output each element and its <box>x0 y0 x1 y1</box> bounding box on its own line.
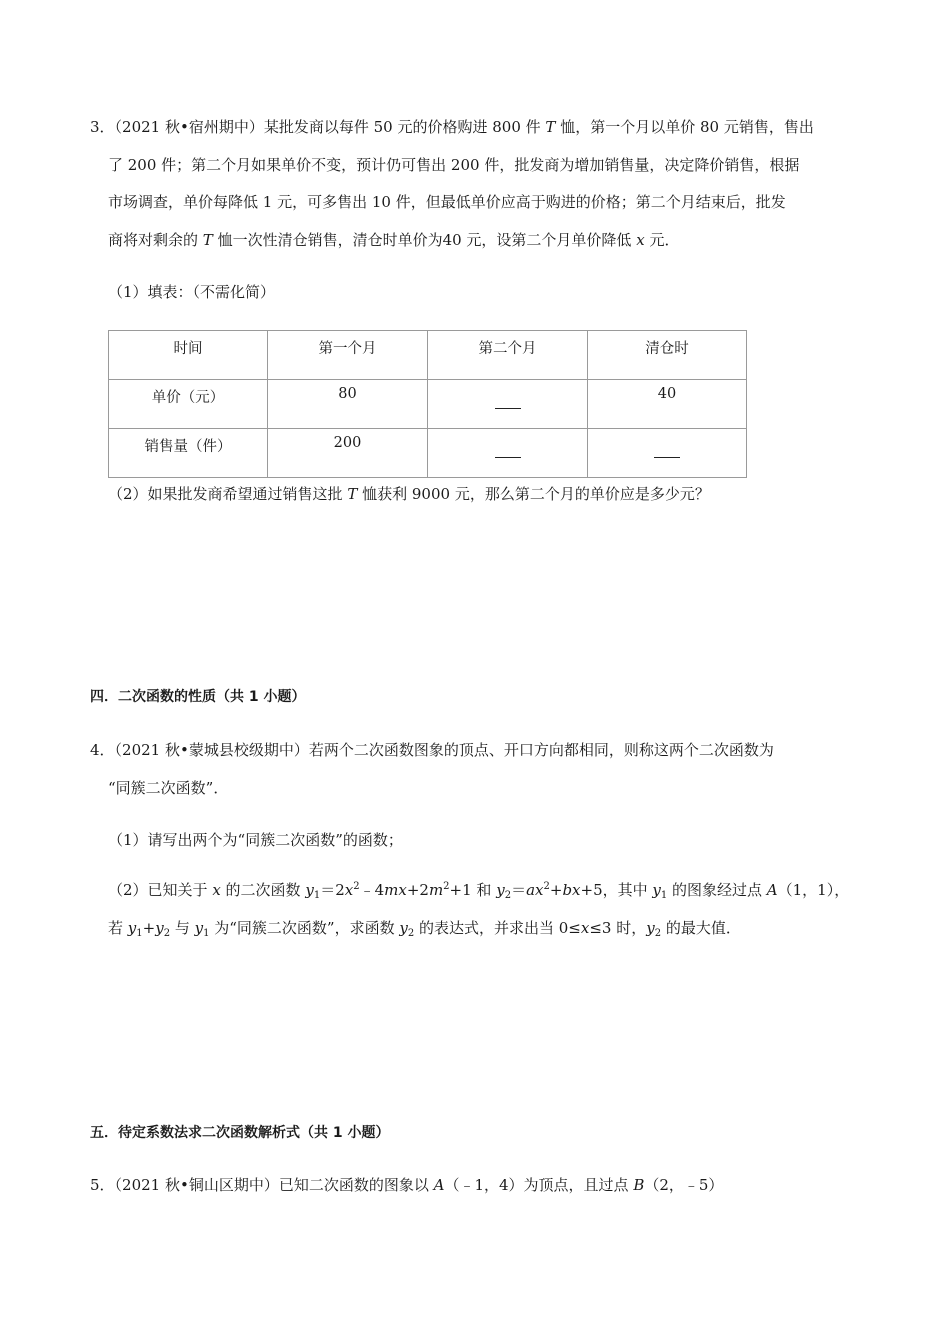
section-4-title: 四．二次函数的性质（共 1 小题） <box>90 689 306 705</box>
table-row <box>109 429 747 478</box>
q3-line-3: 市场调查，单价每降低 1 元，可多售出 10 件，但最低单价应高于购进的价格；第二个月结束后，批发 <box>108 193 786 211</box>
q3-part-1: （1）填表：（不需化简） <box>108 283 276 301</box>
q4-part-2-line-2: 若 $y_1+y_2$ 与 $y_1$ 为“同簇二次函数”，求函数 $y_2$ 的表达式，并求出当 0≤x≤3 时，$y_2$ 的最大值． <box>108 919 741 939</box>
table-cell: 200 <box>268 429 428 478</box>
table-cell: 销售量（件） <box>109 429 268 478</box>
q4-line-2: “同簇二次函数”． <box>108 779 229 797</box>
table-cell: 单价（元） <box>109 380 268 429</box>
answer-blank[interactable] <box>495 392 521 409</box>
q3-line-2: 了 200 件；第二个月如果单价不变，预计仍可售出 200 件，批发商为增加销售量，决定降价销售，根据 <box>108 156 800 174</box>
answer-blank-cell[interactable] <box>428 380 588 429</box>
answer-blank-cell[interactable] <box>428 429 588 478</box>
answer-blank-cell[interactable] <box>588 429 747 478</box>
table-cell: 80 <box>268 380 428 429</box>
q4-part-1: （1）请写出两个为“同簇二次函数”的函数； <box>108 831 403 849</box>
q5-line-1: 5．（2021 秋•铜山区期中）已知二次函数的图象以 A（﹣1，4）为顶点，且过点 B（2，﹣5） <box>90 1176 724 1194</box>
table-cell: 第一个月 <box>268 331 428 380</box>
q3-line-1: 3．（2021 秋•宿州期中）某批发商以每件 50 元的价格购进 800 件 T 恤，第一个月以单价 80 元销售，售出 <box>90 118 814 136</box>
answer-blank[interactable] <box>495 441 521 458</box>
table-cell: 清仓时 <box>588 331 747 380</box>
table-header-row <box>109 331 747 380</box>
section-5-title: 五．待定系数法求二次函数解析式（共 1 小题） <box>90 1125 390 1141</box>
table-row <box>109 380 747 429</box>
fill-in-table <box>108 330 747 478</box>
table-cell: 第二个月 <box>428 331 588 380</box>
table-cell: 时间 <box>109 331 268 380</box>
q4-line-1: 4．（2021 秋•蒙城县校级期中）若两个二次函数图象的顶点、开口方向都相同，则称这两个二次函数为 <box>90 741 774 759</box>
answer-blank[interactable] <box>654 441 680 458</box>
q4-part-2: （2）已知关于 x 的二次函数 $y_1=2x^2﹣4mx+2m^2+1$ 和 $y_2=ax^2+bx+5$，其中 $y_1$ 的图象经过点 A（1，1）， <box>108 881 850 901</box>
table-cell: 40 <box>588 380 747 429</box>
q3-part-2: （2）如果批发商希望通过销售这批 T 恤获利 9000 元，那么第二个月的单价应是多少元？ <box>108 485 710 503</box>
q3-line-4: 商将对剩余的 T 恤一次性清仓销售，清仓时单价为40 元，设第二个月单价降低 x 元． <box>108 231 680 249</box>
